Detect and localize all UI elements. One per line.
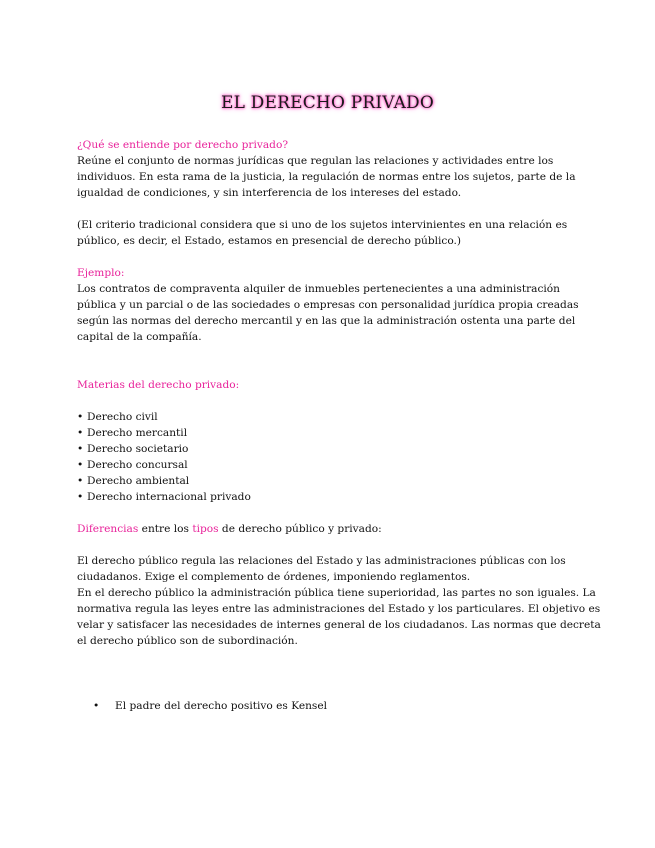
bullet-icon: • — [77, 427, 84, 439]
paragraph-line: En el derecho público la administración pública tiene superioridad, las partes no son iguales. La — [77, 587, 596, 599]
paragraph-line: capital de la compañía. — [77, 331, 202, 343]
page-title: EL DERECHO PRIVADO — [220, 93, 435, 113]
paragraph-line: Los contratos de compraventa alquiler de inmuebles pertenecientes a una administración — [77, 283, 561, 295]
section-materias — [77, 377, 587, 393]
paragraph-line: pública y un parcial o de las sociedades o empresas con personalidad jurídica propia creadas — [77, 299, 579, 311]
tipos-word: tipos — [192, 523, 219, 535]
section-publico — [77, 553, 601, 649]
paragraph-line: público, es decir, el Estado, estamos en presencial de derecho público.) — [77, 235, 462, 247]
bullet-icon: • — [77, 491, 84, 503]
bullet-icon: • — [77, 475, 84, 487]
list-item: • Derecho ambiental — [77, 475, 190, 487]
section-definition — [77, 137, 587, 201]
paragraph-line: individuos. En esta rama de la justicia, la regulación de normas entre los sujetos, parte de la — [77, 171, 576, 183]
definition-heading: ¿Qué se entiende por derecho privado? — [77, 139, 288, 151]
bullet-icon: • — [93, 700, 100, 712]
list-item: • Derecho societario — [77, 443, 189, 455]
paragraph-line: Reúne el conjunto de normas jurídicas que regulan las relaciones y actividades entre los — [77, 155, 554, 167]
paragraph-line: ciudadanos. Exige el complemento de órdenes, imponiendo reglamentos. — [77, 571, 471, 583]
positivo-text: El padre del derecho positivo es Kensel — [115, 700, 328, 712]
paragraph-line: El derecho público regula las relaciones del Estado y las administraciones públicas con los — [77, 555, 566, 567]
bullet-icon: • — [77, 443, 84, 455]
positivo-bullet-item — [93, 698, 327, 714]
list-item: • Derecho civil — [77, 411, 158, 423]
paragraph-line: normativa regula las leyes entre las administraciones del Estado y los particulares. El objetivo es — [77, 603, 601, 615]
ejemplo-heading: Ejemplo: — [77, 267, 125, 279]
section-diferencias — [77, 521, 587, 537]
materias-list — [77, 409, 587, 505]
diferencias-heading: Diferencias entre los tipos de derecho público y privado: — [77, 523, 382, 535]
paragraph-line: (El criterio tradicional considera que si uno de los sujetos intervinientes en una relación es — [77, 219, 568, 231]
list-item: • Derecho mercantil — [77, 427, 188, 439]
materias-heading: Materias del derecho privado: — [77, 379, 240, 391]
section-ejemplo — [77, 265, 587, 345]
bullet-icon: • — [77, 459, 84, 471]
paragraph-line: velar y satisfacer las necesidades de internes general de los ciudadanos. Las normas que decreta — [77, 619, 601, 631]
materias-list-wrap — [77, 409, 587, 505]
list-item: • Derecho internacional privado — [77, 491, 251, 503]
section-criterio — [77, 217, 587, 249]
paragraph-line: el derecho público son de subordinación. — [77, 635, 298, 647]
paragraph-line: igualdad de condiciones, y sin interferencia de los intereses del estado. — [77, 187, 462, 199]
bullet-icon: • — [77, 411, 84, 423]
diferencias-word: Diferencias — [77, 523, 139, 535]
paragraph-line: según las normas del derecho mercantil y en las que la administración ostenta una parte del — [77, 315, 576, 327]
list-item: • Derecho concursal — [77, 459, 188, 471]
